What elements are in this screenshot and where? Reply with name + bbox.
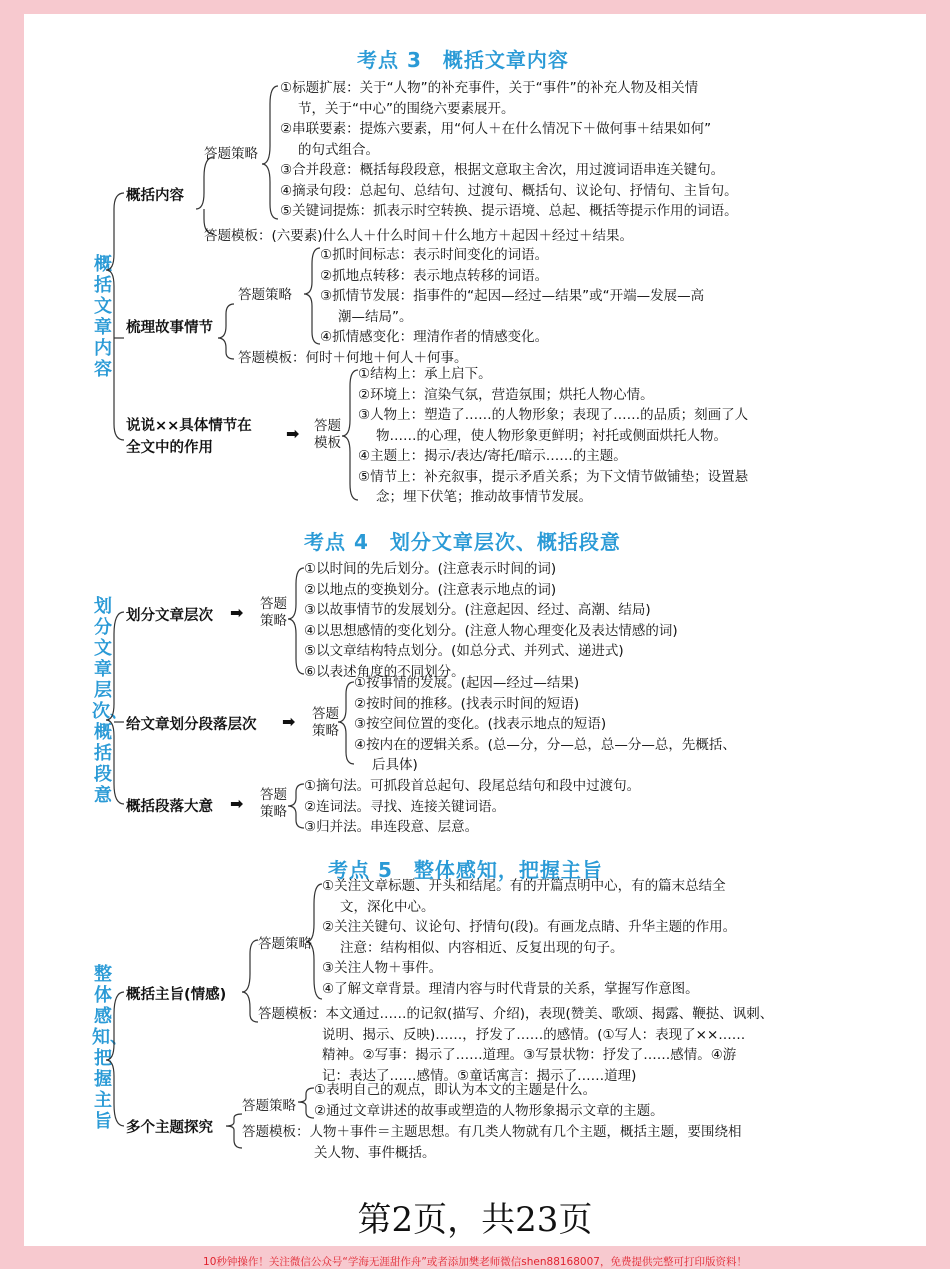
strategy-list [314,1080,664,1121]
list-item: ②通过文章讲述的故事或塑造的人物形象揭示文章的主题。 [314,1102,664,1119]
section3-title: 考点 3 概括文章内容 [357,48,569,72]
label-strategy: 答题策略 [238,287,292,303]
template-list [258,1004,773,1086]
list-item: 答题模板：人物＋事件＝主题思想。有几类人物就有几个主题，概括主题，要围绕相 [242,1124,742,1140]
list-item: 物……的心理，使人物形象更鲜明；衬托或侧面烘托人物。 [376,427,727,444]
list-item: ②关注关键句、议论句、抒情句(段)。有画龙点睛、升华主题的作用。 [322,919,737,935]
list-item: 节，关于“中心”的围绕六要素展开。 [298,100,515,117]
list-item: 说明、揭示、反映)……，抒发了……的感情。(①写人：表现了××…… [322,1026,746,1043]
document-page [24,14,926,1246]
node-divide-layers: 划分文章层次 [126,608,213,624]
list-item: ⑤关键词提炼：抓表示时空转换、提示语境、总起、概括等提示作用的词语。 [280,203,738,219]
node-main-idea: 概括主旨(情感) [126,987,227,1003]
list-item: ①标题扩展：关于“人物”的补充事件，关于“事件”的补充人物及相关情 [280,80,699,96]
list-item: 文，深化中心。 [340,898,435,915]
list-item: ③按空间位置的变化。(找表示地点的短语) [354,716,607,732]
list-item: ②以地点的变换划分。(注意表示地点的词) [304,581,557,598]
list-item: ④主题上：揭示/表达/寄托/暗示……的主题。 [358,448,627,464]
list-item: ②连词法。寻找、连接关键词语。 [304,798,506,815]
list-item: ④按内在的逻辑关系。(总—分，分—总，总—分—总，先概括、 [354,736,736,753]
list-item: 关人物、事件概括。 [314,1144,436,1161]
node-divide-paragraphs: 给文章划分段落层次 [126,717,257,733]
template-line: 答题模板：(六要素)什么人＋什么时间＋什么地方＋起因＋经过＋结果。 [204,228,634,244]
template-line: 答题模板：何时＋何地＋何人＋何事。 [238,350,468,366]
list-item: ②串联要素：提炼六要素，用“何人＋在什么情况下＋做何事＋结果如何” [280,121,712,137]
list-item: ④抓情感变化：理清作者的情感变化。 [320,329,549,345]
template-list [242,1122,742,1163]
list-item: ④摘录句段：总起句、总结句、过渡句、概括句、议论句、抒情句、主旨句。 [280,182,738,199]
page-number: 第2页，共23页 [357,1200,593,1240]
list-item: 后具体) [372,757,418,773]
list-item: ③抓情节发展：指事件的“起因—经过—结果”或“开端—发展—高 [320,288,705,304]
list-item: ⑥以表述角度的不同划分。 [304,663,465,680]
label-strategy: 答题 策略 [312,706,339,739]
list-item: ②按时间的推移。(找表示时间的短语) [354,695,580,712]
list-item: ③人物上：塑造了……的人物形象；表现了……的品质；刻画了人 [358,407,749,423]
label-strategy: 答题 策略 [260,596,287,629]
list-item: 精神。②写事：揭示了……道理。③写景状物：抒发了……感情。④游 [322,1047,737,1063]
list-item: ①按事情的发展。(起因—经过—结果) [354,675,580,691]
list-item: 潮—结局”。 [338,308,413,325]
section4-title: 考点 4 划分文章层次、概括段意 [304,530,621,554]
strategy-list [322,876,736,999]
node-plot-function-a: 说说××具体情节在 [126,418,252,434]
list-item: ①表明自己的观点，即认为本文的主题是什么。 [314,1082,597,1098]
list-item: ③合并段意：概括每段段意，根据文意取主舍次，用过渡词语串连关键句。 [280,162,725,178]
list-item: ②环境上：渲染气氛，营造氛围；烘托人物心情。 [358,386,654,403]
section5-title: 考点 5 整体感知，把握主旨 [328,858,603,882]
list-item: ①以时间的先后划分。(注意表示时间的词) [304,561,557,577]
arrow-right-icon: ➡ [286,424,300,443]
list-item: ②抓地点转移：表示地点转移的词语。 [320,267,549,284]
list-item: ③归并法。串连段意、层意。 [304,819,479,835]
arrow-right-icon: ➡ [282,712,296,731]
label-strategy: 答题 策略 [260,787,287,820]
node-story-plot: 梳理故事情节 [126,320,213,336]
section3-side-label: 概括文章内容 [94,254,112,380]
list-item: 记：表达了……感情。⑤童话寓言：揭示了……道理) [322,1067,637,1084]
node-paragraph-summary: 概括段落大意 [126,799,213,815]
node-multiple-themes: 多个主题探究 [126,1120,213,1136]
label-template: 答题 模板 [314,418,341,451]
list-item: ①结构上：承上启下。 [358,366,492,382]
list-item: ①关注文章标题、开头和结尾。有的开篇点明中心，有的篇末总结全 [322,878,726,894]
list-item: ⑤以文章结构特点划分。(如总分式、并列式、递进式) [304,643,624,659]
list-item: ①抓时间标志：表示时间变化的词语。 [320,247,549,263]
list-item: ⑤情节上：补充叙事，提示矛盾关系；为下文情节做铺垫；设置悬 [358,468,749,485]
node-summarize-content: 概括内容 [126,188,184,204]
footer-notice: 10秒钟操作！关注微信公众号“学海无涯甜作舟”或者添加樊老师微信shen88168007，免费提供完整可打印版资料！ [203,1256,747,1268]
list-item: ③关注人物＋事件。 [322,960,443,976]
list-item: 念；埋下伏笔；推动故事情节发展。 [376,489,592,505]
list-item: ④了解文章背景。理清内容与时代背景的关系，掌握写作意图。 [322,980,699,997]
label-strategy: 答题策略 [204,146,258,162]
list-item: ①摘句法。可抓段首总起句、段尾总结句和段中过渡句。 [304,778,641,794]
list-item: 答题模板：本文通过……的记叙(描写、介绍)，表现(赞美、歌颂、揭露、鞭挞、讽刺、 [258,1006,774,1022]
section5-side-label: 整体感知、把握主旨 [92,964,128,1132]
label-strategy: 答题策略 [258,936,312,952]
arrow-right-icon: ➡ [230,603,244,622]
list-item: 的句式组合。 [298,141,379,158]
node-plot-function-b: 全文中的作用 [126,440,213,456]
arrow-right-icon: ➡ [230,794,244,813]
list-item: ③以故事情节的发展划分。(注意起因、经过、高潮、结局) [304,602,651,618]
section4-side-label: 划分文章层次、概括段意 [92,596,128,806]
list-item: ④以思想感情的变化划分。(注意人物心理变化及表达情感的词) [304,622,678,639]
label-strategy: 答题策略 [242,1098,296,1114]
list-item: 注意：结构相似、内容相近、反复出现的句子。 [340,939,624,956]
